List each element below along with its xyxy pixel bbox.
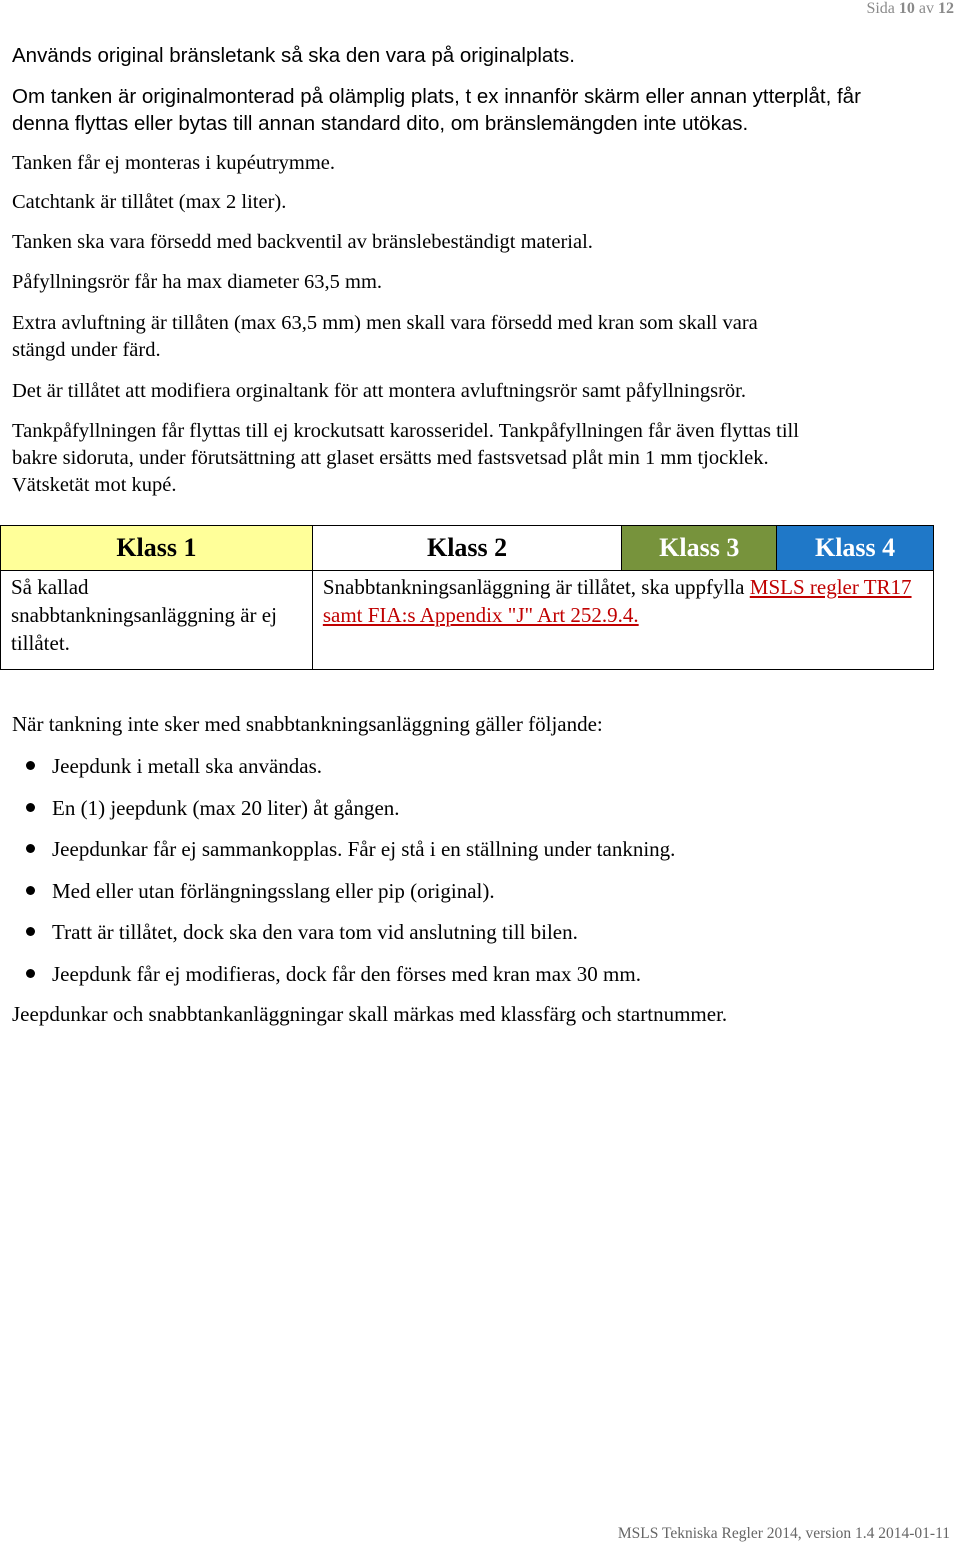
refuel-closing: Jeepdunkar och snabbtankanläggningar skall märkas med klassfärg och startnummer. xyxy=(12,1002,728,1026)
paragraph-line: Extra avluftning är tillåten (max 63,5 mm) men skall vara försedd med kran som skall vara xyxy=(12,312,758,334)
paragraph-original-tank: Används original bränsletank så ska den vara på originalplats. xyxy=(12,44,575,67)
klass-3-header: Klass 3 xyxy=(622,526,777,571)
klass-2-4-text: Snabbtankningsanläggning är tillåtet, ska uppfylla xyxy=(322,575,750,599)
klass-2-4-cell xyxy=(312,571,933,670)
page-current: 10 xyxy=(898,0,915,17)
list-item xyxy=(12,831,675,873)
class-table xyxy=(0,525,934,670)
paragraph-no-cabin: Tanken får ej monteras i kupéutrymme. xyxy=(12,152,336,174)
list-item-text: En (1) jeepdunk (max 20 liter) åt gången. xyxy=(52,795,400,820)
list-item-text: Jeepdunk får ej modifieras, dock får den förses med kran max 30 mm. xyxy=(52,961,641,986)
list-item-text: Jeepdunkar får ej sammankopplas. Får ej stå i en ställning under tankning. xyxy=(52,837,676,861)
paragraph-line: Tankpåfyllningen får flyttas till ej krockutsatt karosseridel. Tankpåfyllningen får även flyttas till xyxy=(12,420,799,442)
page-footer: MSLS Tekniska Regler 2014, version 1.4 2014-01-11 xyxy=(617,1525,950,1542)
paragraph-line: Vätsketät mot kupé. xyxy=(12,474,177,496)
bullet-icon xyxy=(26,927,35,936)
list-item xyxy=(12,914,675,956)
page-total: 12 xyxy=(938,0,954,17)
page-sep: av xyxy=(918,0,934,17)
paragraph-filler-relocation xyxy=(12,418,942,499)
class-table-header-row xyxy=(1,526,934,571)
bullet-icon xyxy=(26,803,35,812)
bullet-icon xyxy=(26,844,35,853)
paragraph-filler-pipe: Påfyllningsrör får ha max diameter 63,5 mm. xyxy=(12,271,383,293)
paragraph-catchtank: Catchtank är tillåtet (max 2 liter). xyxy=(12,191,287,213)
klass-1-header: Klass 1 xyxy=(1,526,313,571)
klass-1-cell: Så kallad snabbtankningsanläggning är ej tillåtet. xyxy=(1,571,313,670)
paragraph-line: stängd under färd. xyxy=(12,339,161,361)
page-number xyxy=(866,0,954,18)
list-item-text: Med eller utan förlängningsslang eller pip (original). xyxy=(52,878,495,903)
list-item xyxy=(12,873,675,915)
refuel-list xyxy=(12,748,675,997)
list-item xyxy=(12,748,675,790)
paragraph-venting xyxy=(12,310,942,364)
refuel-intro: När tankning inte sker med snabbtankningsanläggning gäller följande: xyxy=(12,712,603,736)
klass-4-header: Klass 4 xyxy=(777,526,934,571)
paragraph-line: denna flyttas eller bytas till annan standard dito, om bränslemängden inte utökas. xyxy=(12,112,749,135)
bullet-icon xyxy=(26,969,35,978)
class-table-body-row xyxy=(1,571,934,670)
klass-2-header: Klass 2 xyxy=(312,526,621,571)
list-item xyxy=(12,790,675,832)
list-item-text: Tratt är tillåtet, dock ska den vara tom vid anslutning till bilen. xyxy=(52,920,578,944)
list-item-text: Jeepdunk i metall ska användas. xyxy=(52,754,323,778)
paragraph-line: Om tanken är originalmonterad på olämplig plats, t ex innanför skärm eller annan ytterplåt, får xyxy=(12,85,861,108)
paragraph-check-valve: Tanken ska vara försedd med backventil av bränslebeständigt material. xyxy=(12,231,593,253)
msls-regler-link[interactable]: MSLS regler TR17 samt FIA:s Appendix "J" Art 252.9.4. xyxy=(322,575,912,627)
bullet-icon xyxy=(26,761,35,770)
paragraph-tank-placement xyxy=(12,83,942,137)
list-item xyxy=(12,956,675,998)
paragraph-modify-tank: Det är tillåtet att modifiera orginaltank för att montera avluftningsrör samt påfyllningsrör. xyxy=(12,380,746,402)
paragraph-line: bakre sidoruta, under förutsättning att glaset ersätts med fastsvetsad plåt min 1 mm tjocklek. xyxy=(12,447,769,469)
bullet-icon xyxy=(26,886,35,895)
page-prefix: Sida xyxy=(866,0,895,17)
